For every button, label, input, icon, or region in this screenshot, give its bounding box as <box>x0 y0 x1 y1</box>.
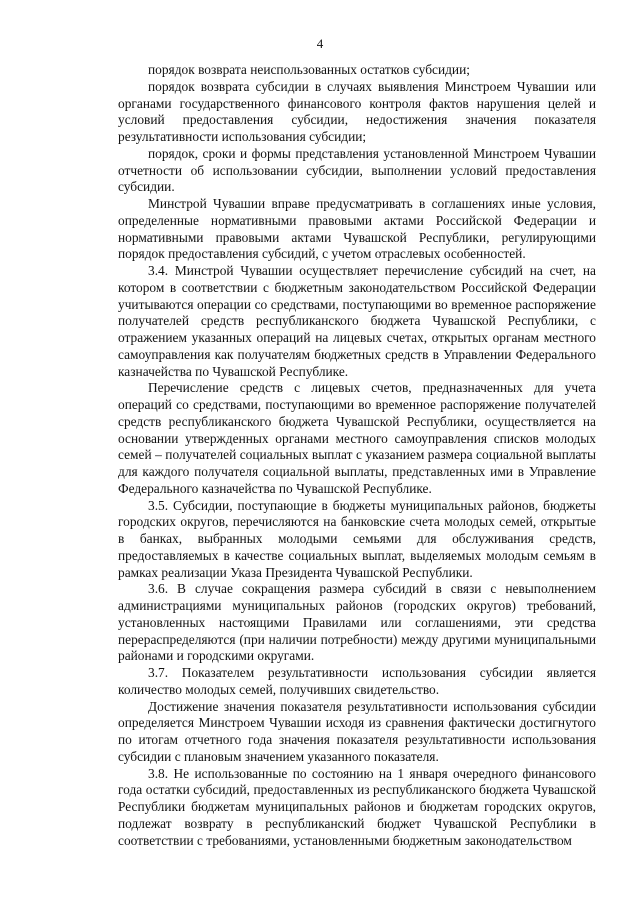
page-number: 4 <box>316 36 324 51</box>
paragraph: порядок возврата неиспользованных остатков субсидии; <box>148 62 470 77</box>
paragraph: 3.6. В случае сокращения размера субсидий в связи с невыполнением администрациями муниципальных районов (городских округов) требований, установленных настоящими Правилами или соглашениями, эти средства перераспределяются (при наличии потребности) между другими муниципальными районами и городскими округами. <box>118 581 596 664</box>
paragraph: Минстрой Чувашии вправе предусматривать в соглашениях иные условия, определенные нормативными правовыми актами Российской Федерации и нормативными правовыми актами Чувашской Республики, регулирующими порядок предоставления субсидий, с учетом отраслевых особенностей. <box>118 196 596 262</box>
paragraph: порядок возврата субсидии в случаях выявления Минстроем Чувашии или органами государственного финансового контроля фактов нарушения целей и условий предоставления субсидии, недостижения значения показателя результативности использования субсидии; <box>118 78 596 144</box>
paragraph: 3.4. Минстрой Чувашии осуществляет перечисление субсидий на счет, на котором в соответствии с бюджетным законодательством Российской Федерации учитываются операции со средствами, поступающими во временное распоряжение получателей средств республиканского бюджета Чувашской Республики, с отражением указанных операций на лицевых счетах, открытых органам местного самоуправления как получателям бюджетных средств в Управлении Федерального казначейства по Чувашской Республике. <box>118 263 596 379</box>
paragraph: 3.5. Субсидии, поступающие в бюджеты муниципальных районов, бюджеты городских округов, перечисляются на банковские счета молодых семей, открытые в банках, выбранных молодыми семьями для обслуживания средств, предоставляемых в качестве социальных выплат, выделяемых молодым семьям в рамках реализации Указа Президента Чувашской Республики. <box>118 497 596 580</box>
paragraph: 3.7. Показателем результативности использования субсидии является количество молодых семей, получивших свидетельство. <box>118 665 596 697</box>
document-body <box>118 62 596 849</box>
paragraph: порядок, сроки и формы представления установленной Минстроем Чувашии отчетности об использовании субсидии, выполнении условий предоставления субсидии. <box>118 145 596 195</box>
paragraph: 3.8. Не использованные по состоянию на 1 января очередного финансового года остатки субсидий, предоставленных из республиканского бюджета Чувашской Республики бюджетам муниципальных районов и бюджетам городских округов, подлежат возврату в республиканский бюджет Чувашской Республики в соответствии с требованиями, установленными бюджетным законодательством <box>118 765 596 848</box>
paragraph: Перечисление средств с лицевых счетов, предназначенных для учета операций со средствами, поступающими во временное распоряжение получателей средств республиканского бюджета Чувашской Республики, осуществляется на основании утвержденных органами местного самоуправления списков молодых семей – получателей социальных выплат с указанием размера социальной выплаты для каждого получателя социальной выплаты, представленных ими в Управление Федерального казначейства по Чувашской Республике. <box>118 380 596 496</box>
paragraph: Достижение значения показателя результативности использования субсидии определяется Минстроем Чувашии исходя из сравнения фактически достигнутого по итогам отчетного года значения показателя результативности использования субсидии с плановым значением указанного показателя. <box>118 698 596 764</box>
